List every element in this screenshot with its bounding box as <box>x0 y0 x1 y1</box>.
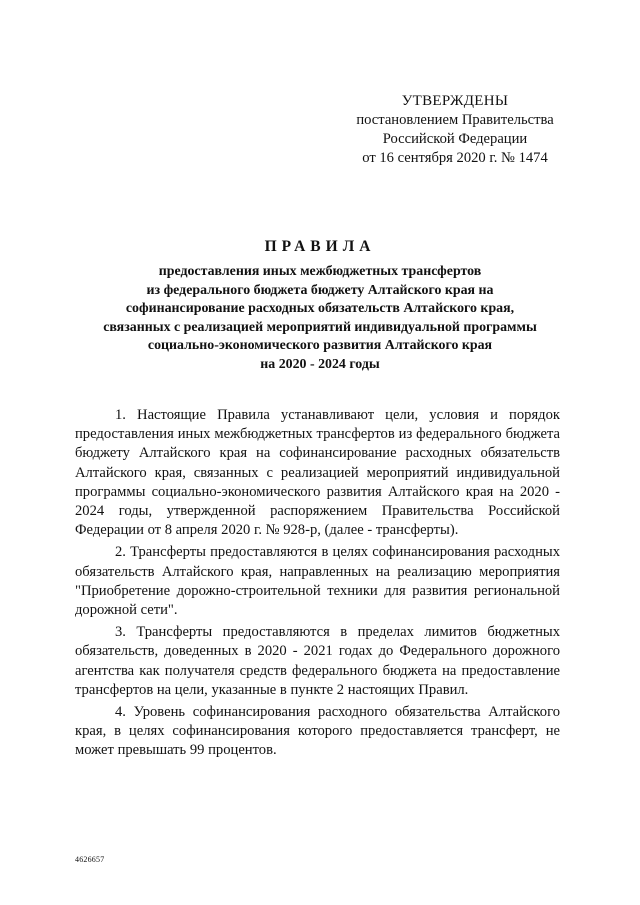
paragraph-2: 2. Трансферты предоставляются в целях софинансирования расходных обязательств Алтайского края, направленных на реализацию мероприятия "Приобретение дорожно-строительной техники для развития региональной дорожной сети". <box>75 544 560 619</box>
approval-line-1: постановлением Правительства <box>356 112 554 128</box>
approval-line-2: Российской Федерации <box>382 131 528 147</box>
subtitle-line: предоставления иных межбюджетных трансфертов <box>158 264 482 279</box>
subtitle-line: софинансирование расходных обязательств Алтайского края, <box>125 301 515 317</box>
subtitle-line: из федерального бюджета бюджету Алтайского края на <box>146 282 494 298</box>
document-body <box>75 406 560 761</box>
document-code: 4626657 <box>75 855 105 864</box>
approval-line-3: от 16 сентября 2020 г. № 1474 <box>362 150 548 166</box>
paragraph-4: 4. Уровень софинансирования расходного обязательства Алтайского края, в целях софинансирования которого предоставляется трансферт, не может превышать 99 процентов. <box>75 704 560 759</box>
subtitle-line: на 2020 - 2024 годы <box>260 356 380 372</box>
subtitle-line: социально-экономического развития Алтайского края <box>147 338 493 354</box>
document-title: ПРАВИЛА <box>264 238 376 255</box>
subtitle-line: связанных с реализацией мероприятий индивидуальной программы <box>103 319 537 335</box>
document-subtitle <box>100 263 540 375</box>
approval-status: УТВЕРЖДЕНЫ <box>401 93 509 109</box>
paragraph-1: 1. Настоящие Правила устанавливают цели, условия и порядок предоставления иных межбюджетных трансфертов из федерального бюджета бюджету Алтайского края на софинансирование расходных обязательств Алтайского края, связанных с реализацией мероприятий индивидуальной программы социально-экономического развития Алтайского края на 2020 - 2024 годы, утвержденной распоряжением Правительства Российской Федерации от 8 апреля 2020 г. № 928-р, (далее - трансферты). <box>75 407 560 539</box>
paragraph-3: 3. Трансферты предоставляются в пределах лимитов бюджетных обязательств, доведенных в 2020 - 2021 годах до Федерального дорожного агентства как получателя средств федерального бюджета на предоставление трансфертов на цели, указанные в пункте 2 настоящих Правил. <box>75 624 560 698</box>
approval-block <box>330 92 580 168</box>
